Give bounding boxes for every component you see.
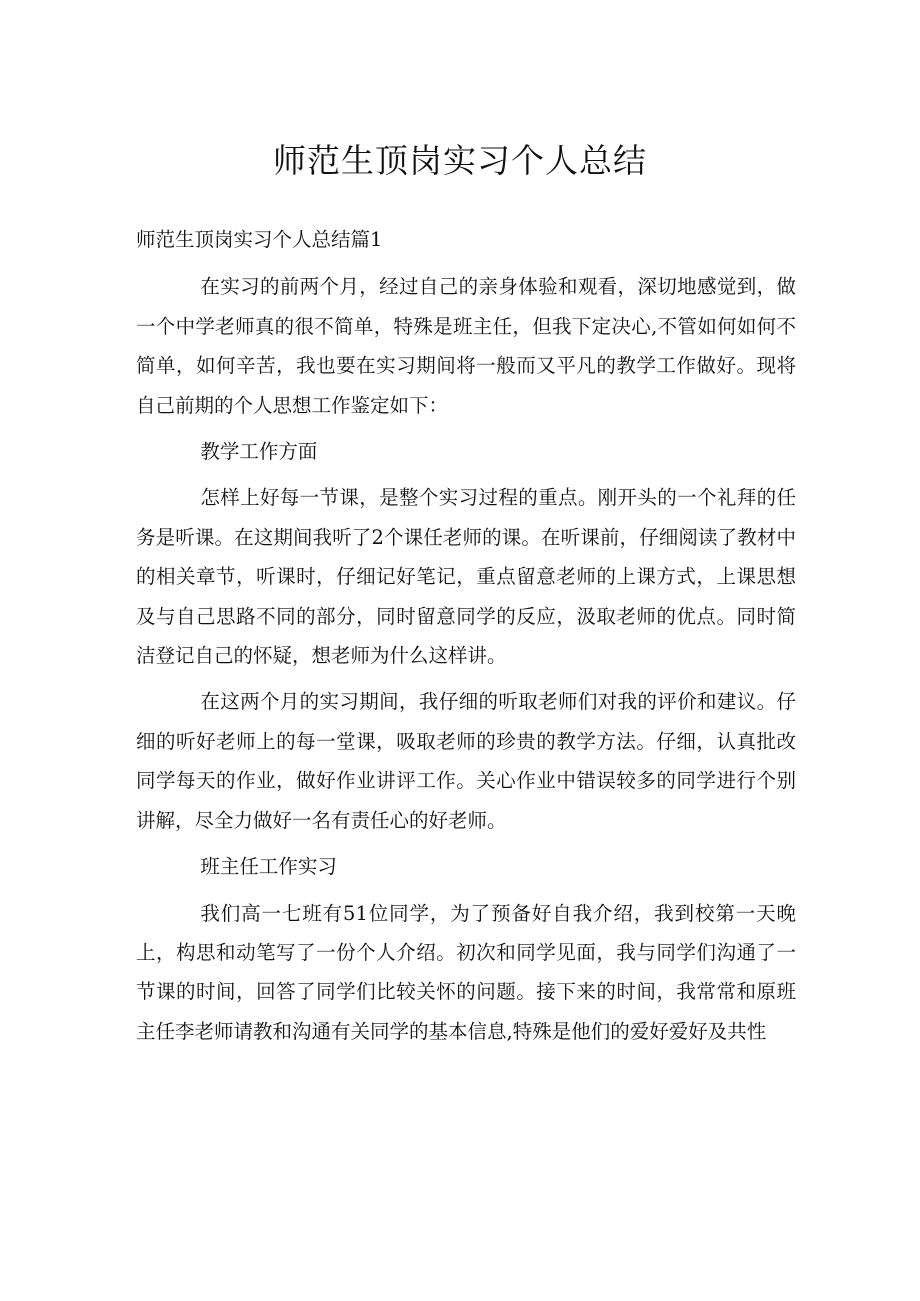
document-body: [136, 220, 796, 1051]
paragraph: 我们高一七班有51位同学，为了预备好自我介绍，我到校第一天晚上，构思和动笔写了一份个人介绍。初次和同学见面，我与同学们沟通了一节课的时间，回答了同学们比较关怀的问题。接下来的时间，我常常和原班主任李老师请教和沟通有关同学的基本信息,特殊是他们的爱好爱好及共性: [136, 901, 796, 1043]
document-title: 师范生顶岗实习个人总结: [273, 141, 647, 180]
paragraph: 怎样上好每一节课，是整个实习过程的重点。刚开头的一个礼拜的任务是听课。在这期间我听了2个课任老师的课。在听课前，仔细阅读了教材中的相关章节，听课时，仔细记好笔记，重点留意老师的上课方式，上课思想及与自己思路不同的部分，同时留意同学的反应，汲取老师的优点。同时简洁登记自己的怀疑，想老师为什么这样讲。: [136, 486, 796, 668]
paragraph: 在实习的前两个月，经过自己的亲身体验和观看，深切地感觉到，做一个中学老师真的很不简单，特殊是班主任，但我下定决心,不管如何如何不简单，如何辛苦，我也要在实习期间将一般而又平凡的教学工作做好。现将自己前期的个人思想工作鉴定如下：: [136, 275, 796, 417]
subheading-class-teacher: 班主任工作实习: [200, 855, 337, 879]
section-title: 师范生顶岗实习个人总结篇1: [136, 228, 383, 251]
paragraph: 在这两个月的实习期间，我仔细的听取老师们对我的评价和建议。仔细的听好老师上的每一堂课，吸取老师的珍贵的教学方法。仔细，认真批改同学每天的作业，做好作业讲评工作。关心作业中错误较多的同学进行个别讲解，尽全力做好一名有责任心的好老师。: [136, 690, 796, 832]
subheading-teaching: 教学工作方面: [200, 440, 318, 464]
